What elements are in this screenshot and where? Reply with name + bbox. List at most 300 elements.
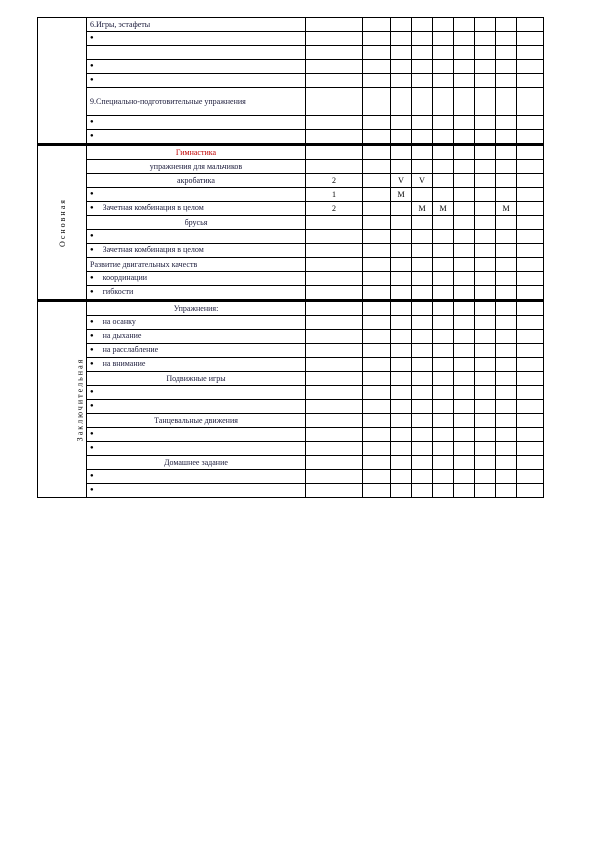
table-row — [38, 60, 544, 74]
table-row — [38, 272, 544, 286]
mark-cell — [454, 358, 475, 372]
row-description — [87, 330, 306, 344]
table-row — [38, 88, 544, 116]
mark-cell — [391, 46, 412, 60]
mark-cell — [496, 174, 517, 188]
mark-cell — [363, 258, 391, 272]
row-description — [87, 216, 306, 230]
row-description — [87, 456, 306, 470]
mark-cell — [496, 230, 517, 244]
row-text: Подвижные игры — [166, 374, 226, 383]
mark-cell — [433, 258, 454, 272]
table-row — [38, 244, 544, 258]
table-row — [38, 46, 544, 60]
mark-cell — [496, 386, 517, 400]
mark-cell — [475, 230, 496, 244]
mark-cell — [454, 470, 475, 484]
mark-cell — [496, 160, 517, 174]
mark-cell — [306, 442, 363, 456]
mark-cell — [454, 32, 475, 46]
mark-cell — [363, 442, 391, 456]
mark-cell — [391, 60, 412, 74]
mark-cell — [454, 316, 475, 330]
mark-cell — [363, 400, 391, 414]
row-text: упражнения для мальчиков — [149, 162, 243, 171]
mark-cell — [412, 145, 433, 160]
mark-cell — [496, 18, 517, 32]
mark-cell — [391, 216, 412, 230]
row-text: брусья — [184, 218, 208, 227]
mark-cell — [475, 116, 496, 130]
mark-cell — [475, 386, 496, 400]
table-row — [38, 442, 544, 456]
mark-cell — [306, 456, 363, 470]
mark-cell — [412, 88, 433, 116]
mark-cell — [496, 130, 517, 145]
mark-cell — [391, 484, 412, 498]
mark-cell — [475, 358, 496, 372]
mark-cell — [454, 286, 475, 301]
mark-cell — [306, 286, 363, 301]
bullet-icon — [90, 273, 103, 282]
row-description — [87, 386, 306, 400]
mark-cell — [433, 414, 454, 428]
mark-cell — [433, 244, 454, 258]
mark-cell — [306, 470, 363, 484]
mark-cell — [496, 330, 517, 344]
mark-cell — [412, 216, 433, 230]
mark-cell — [363, 272, 391, 286]
mark-cell — [433, 442, 454, 456]
mark-cell — [517, 428, 544, 442]
row-text: 6.Игры, эстафеты — [90, 20, 151, 29]
mark-cell — [454, 160, 475, 174]
mark-cell — [517, 414, 544, 428]
mark-cell — [363, 216, 391, 230]
mark-cell — [391, 258, 412, 272]
mark-cell — [363, 46, 391, 60]
bullet-icon — [90, 231, 103, 240]
mark-cell — [496, 428, 517, 442]
mark-cell — [363, 116, 391, 130]
mark-cell — [433, 316, 454, 330]
mark-cell — [391, 244, 412, 258]
mark-cell — [496, 32, 517, 46]
mark-cell — [363, 18, 391, 32]
mark-cell — [475, 88, 496, 116]
mark-cell: M — [433, 202, 454, 216]
mark-cell — [363, 88, 391, 116]
row-text: гибкости — [102, 287, 134, 296]
mark-cell — [391, 130, 412, 145]
mark-cell — [306, 272, 363, 286]
mark-cell — [517, 174, 544, 188]
mark-cell — [306, 244, 363, 258]
mark-cell — [306, 386, 363, 400]
mark-cell — [454, 400, 475, 414]
row-text: координации — [102, 273, 148, 282]
mark-cell — [391, 272, 412, 286]
mark-cell — [496, 46, 517, 60]
mark-cell — [412, 316, 433, 330]
mark-cell — [412, 32, 433, 46]
mark-cell — [454, 116, 475, 130]
mark-cell — [517, 116, 544, 130]
mark-cell — [306, 316, 363, 330]
mark-cell — [433, 301, 454, 316]
mark-cell — [475, 330, 496, 344]
row-description — [87, 316, 306, 330]
mark-cell — [391, 230, 412, 244]
bullet-icon — [90, 485, 103, 494]
mark-cell — [454, 230, 475, 244]
bullet-icon — [90, 317, 103, 326]
mark-cell — [496, 470, 517, 484]
mark-cell — [363, 244, 391, 258]
mark-cell — [391, 358, 412, 372]
mark-cell — [517, 244, 544, 258]
mark-cell — [412, 386, 433, 400]
row-description — [87, 116, 306, 130]
mark-cell — [363, 414, 391, 428]
mark-cell — [454, 74, 475, 88]
section-label: Заключительная — [75, 357, 85, 442]
mark-cell — [496, 286, 517, 301]
mark-cell — [517, 372, 544, 386]
table-row — [38, 74, 544, 88]
mark-cell — [517, 400, 544, 414]
mark-cell — [306, 301, 363, 316]
mark-cell — [433, 145, 454, 160]
mark-cell — [306, 130, 363, 145]
mark-cell — [517, 130, 544, 145]
mark-cell — [412, 272, 433, 286]
row-description — [87, 88, 306, 116]
mark-cell — [391, 470, 412, 484]
row-description — [87, 414, 306, 428]
mark-cell — [475, 470, 496, 484]
mark-cell — [363, 32, 391, 46]
lesson-plan-table — [37, 17, 544, 498]
mark-cell — [306, 358, 363, 372]
bullet-icon — [90, 387, 103, 396]
mark-cell — [517, 286, 544, 301]
mark-cell — [496, 400, 517, 414]
table-row — [38, 145, 544, 160]
mark-cell — [517, 216, 544, 230]
mark-cell — [517, 18, 544, 32]
mark-cell — [454, 301, 475, 316]
mark-cell — [391, 456, 412, 470]
mark-cell — [433, 116, 454, 130]
table-row — [38, 386, 544, 400]
mark-cell — [454, 244, 475, 258]
mark-cell — [412, 46, 433, 60]
mark-cell: M — [496, 202, 517, 216]
mark-cell — [475, 74, 496, 88]
mark-cell: V — [391, 174, 412, 188]
table-row — [38, 230, 544, 244]
table-row — [38, 188, 544, 202]
table-row — [38, 484, 544, 498]
table-row — [38, 301, 544, 316]
row-text: Гимнастика — [175, 148, 217, 157]
mark-cell — [454, 258, 475, 272]
mark-cell — [496, 244, 517, 258]
mark-cell — [433, 216, 454, 230]
mark-cell — [496, 442, 517, 456]
section-cell-prep — [38, 18, 87, 145]
row-description — [87, 230, 306, 244]
mark-cell: 2 — [306, 174, 363, 188]
mark-cell — [454, 88, 475, 116]
table-row — [38, 372, 544, 386]
mark-cell — [475, 32, 496, 46]
mark-cell — [475, 272, 496, 286]
mark-cell — [517, 456, 544, 470]
mark-cell — [433, 60, 454, 74]
table-row — [38, 32, 544, 46]
mark-cell — [363, 286, 391, 301]
row-description — [87, 400, 306, 414]
mark-cell — [433, 456, 454, 470]
mark-cell — [306, 216, 363, 230]
mark-cell — [391, 442, 412, 456]
mark-cell — [412, 456, 433, 470]
bullet-icon — [90, 75, 103, 84]
mark-cell — [475, 316, 496, 330]
mark-cell — [363, 372, 391, 386]
mark-cell — [363, 74, 391, 88]
mark-cell — [363, 160, 391, 174]
mark-cell — [433, 230, 454, 244]
row-description — [87, 130, 306, 145]
mark-cell — [306, 18, 363, 32]
row-description — [87, 32, 306, 46]
mark-cell — [306, 372, 363, 386]
mark-cell — [454, 46, 475, 60]
mark-cell — [363, 470, 391, 484]
mark-cell — [412, 301, 433, 316]
mark-cell — [475, 372, 496, 386]
mark-cell — [433, 130, 454, 145]
bullet-icon — [90, 33, 103, 42]
mark-cell — [363, 202, 391, 216]
mark-cell — [496, 344, 517, 358]
row-description — [87, 301, 306, 316]
mark-cell — [496, 188, 517, 202]
mark-cell — [412, 160, 433, 174]
mark-cell — [433, 88, 454, 116]
mark-cell — [391, 32, 412, 46]
row-text: на внимание — [102, 359, 146, 368]
mark-cell — [517, 258, 544, 272]
mark-cell — [475, 442, 496, 456]
mark-cell — [517, 344, 544, 358]
mark-cell — [433, 344, 454, 358]
mark-cell — [433, 330, 454, 344]
mark-cell — [306, 88, 363, 116]
row-description — [87, 188, 306, 202]
mark-cell — [363, 188, 391, 202]
row-description — [87, 372, 306, 386]
mark-cell — [306, 230, 363, 244]
mark-cell — [433, 174, 454, 188]
mark-cell — [454, 442, 475, 456]
mark-cell: M — [391, 188, 412, 202]
mark-cell — [391, 74, 412, 88]
mark-cell — [475, 145, 496, 160]
row-description — [87, 145, 306, 160]
table-row — [38, 116, 544, 130]
mark-cell — [306, 116, 363, 130]
mark-cell — [454, 330, 475, 344]
mark-cell — [475, 60, 496, 74]
mark-cell — [517, 188, 544, 202]
bullet-icon — [90, 61, 103, 70]
mark-cell — [363, 344, 391, 358]
mark-cell — [475, 344, 496, 358]
mark-cell — [454, 130, 475, 145]
mark-cell — [363, 316, 391, 330]
bullet-icon — [90, 345, 103, 354]
row-description — [87, 160, 306, 174]
mark-cell — [306, 74, 363, 88]
mark-cell — [517, 442, 544, 456]
mark-cell — [363, 358, 391, 372]
mark-cell — [391, 160, 412, 174]
mark-cell — [517, 301, 544, 316]
table-row — [38, 216, 544, 230]
mark-cell — [475, 244, 496, 258]
mark-cell — [412, 330, 433, 344]
mark-cell — [454, 145, 475, 160]
bullet-icon — [90, 443, 103, 452]
bullet-icon — [90, 331, 103, 340]
mark-cell — [412, 344, 433, 358]
table-row — [38, 130, 544, 145]
mark-cell — [306, 258, 363, 272]
mark-cell — [391, 116, 412, 130]
mark-cell — [412, 116, 433, 130]
mark-cell — [306, 400, 363, 414]
table-row — [38, 160, 544, 174]
row-text: акробатика — [177, 176, 215, 185]
mark-cell — [412, 400, 433, 414]
mark-cell — [496, 88, 517, 116]
mark-cell — [391, 386, 412, 400]
row-description — [87, 258, 306, 272]
mark-cell — [517, 358, 544, 372]
mark-cell — [454, 456, 475, 470]
row-description — [87, 484, 306, 498]
mark-cell — [433, 484, 454, 498]
section-cell — [38, 145, 87, 301]
mark-cell — [475, 202, 496, 216]
mark-cell — [306, 330, 363, 344]
row-description — [87, 358, 306, 372]
mark-cell — [454, 428, 475, 442]
mark-cell — [306, 414, 363, 428]
mark-cell — [475, 216, 496, 230]
mark-cell — [517, 202, 544, 216]
bullet-icon — [90, 189, 103, 198]
mark-cell — [391, 414, 412, 428]
mark-cell — [412, 230, 433, 244]
row-text: Упражнения: — [173, 304, 219, 313]
bullet-icon — [90, 117, 103, 126]
table-row — [38, 18, 544, 32]
mark-cell — [496, 484, 517, 498]
table-row — [38, 358, 544, 372]
row-description — [87, 46, 306, 60]
mark-cell — [391, 372, 412, 386]
mark-cell — [412, 414, 433, 428]
mark-cell — [454, 174, 475, 188]
mark-cell — [306, 145, 363, 160]
mark-cell — [391, 330, 412, 344]
bullet-icon — [90, 401, 103, 410]
mark-cell — [412, 244, 433, 258]
mark-cell — [454, 18, 475, 32]
mark-cell — [496, 60, 517, 74]
mark-cell — [412, 484, 433, 498]
mark-cell — [363, 428, 391, 442]
row-description — [87, 272, 306, 286]
mark-cell — [391, 145, 412, 160]
mark-cell — [517, 46, 544, 60]
row-description — [87, 174, 306, 188]
mark-cell — [306, 60, 363, 74]
row-description — [87, 74, 306, 88]
table-row — [38, 414, 544, 428]
mark-cell — [475, 286, 496, 301]
row-description — [87, 344, 306, 358]
mark-cell — [412, 372, 433, 386]
mark-cell — [363, 330, 391, 344]
mark-cell — [391, 88, 412, 116]
mark-cell — [306, 46, 363, 60]
section-cell — [38, 301, 87, 498]
row-text: 9.Специально-подготовительные упражнения — [90, 97, 246, 106]
row-description — [87, 428, 306, 442]
mark-cell — [475, 160, 496, 174]
row-text: Развитие двигательных качеств — [90, 260, 198, 269]
table-row — [38, 400, 544, 414]
mark-cell: V — [412, 174, 433, 188]
mark-cell — [517, 272, 544, 286]
bullet-icon — [90, 471, 103, 480]
mark-cell — [496, 358, 517, 372]
mark-cell — [454, 272, 475, 286]
mark-cell — [517, 484, 544, 498]
row-description — [87, 286, 306, 301]
mark-cell — [391, 202, 412, 216]
mark-cell: 2 — [306, 202, 363, 216]
bullet-icon — [90, 245, 103, 254]
mark-cell — [391, 344, 412, 358]
mark-cell — [363, 301, 391, 316]
mark-cell — [363, 145, 391, 160]
bullet-icon — [90, 359, 103, 368]
mark-cell — [433, 286, 454, 301]
mark-cell — [412, 60, 433, 74]
mark-cell — [454, 60, 475, 74]
mark-cell — [433, 160, 454, 174]
mark-cell — [363, 230, 391, 244]
mark-cell — [306, 32, 363, 46]
mark-cell — [306, 160, 363, 174]
